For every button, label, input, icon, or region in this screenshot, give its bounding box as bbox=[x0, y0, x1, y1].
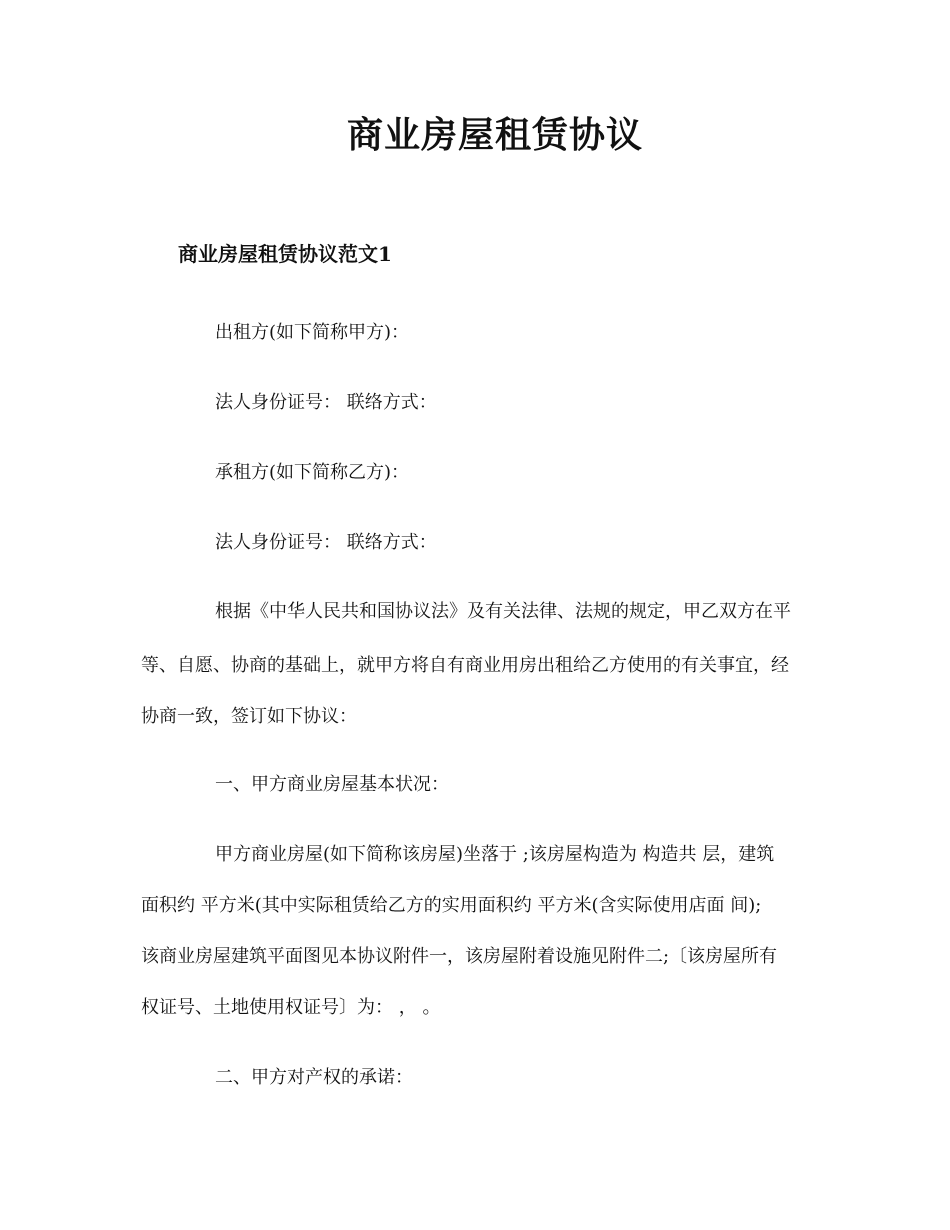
paragraph-lessor: 出租方(如下简称甲方)： bbox=[215, 322, 410, 343]
paragraph-property-line-4: 权证号、土地使用权证号〕为： ， 。 bbox=[141, 997, 441, 1018]
paragraph-property-line-2: 面积约 平方米(其中实际租赁给乙方的实用面积约 平方米(含实际使用店面 间); bbox=[141, 895, 762, 916]
paragraph-intro-line-3: 协商一致，签订如下协议： bbox=[141, 706, 357, 727]
paragraph-lessee: 承租方(如下简称乙方)： bbox=[215, 462, 410, 483]
paragraph-property-line-1: 甲方商业房屋(如下简称该房屋)坐落于 ;该房屋构造为 构造共 层，建筑 bbox=[215, 844, 775, 865]
section-heading-1: 一、甲方商业房屋基本状况： bbox=[215, 774, 449, 795]
paragraph-lessee-id: 法人身份证号： 联络方式： bbox=[215, 532, 437, 553]
paragraph-property-line-3: 该商业房屋建筑平面图见本协议附件一，该房屋附着设施见附件二;〔该房屋所有 bbox=[141, 946, 778, 967]
paragraph-intro-line-2: 等、自愿、协商的基础上，就甲方将自有商业用房出租给乙方使用的有关事宜，经 bbox=[141, 655, 789, 676]
paragraph-lessor-id: 法人身份证号： 联络方式： bbox=[215, 392, 437, 413]
paragraph-intro-line-1: 根据《中华人民共和国协议法》及有关法律、法规的规定，甲乙双方在平 bbox=[215, 601, 791, 622]
document-subtitle: 商业房屋租赁协议范文1 bbox=[178, 242, 392, 266]
document-title: 商业房屋租赁协议 bbox=[346, 114, 643, 156]
section-heading-2: 二、甲方对产权的承诺： bbox=[215, 1067, 413, 1088]
